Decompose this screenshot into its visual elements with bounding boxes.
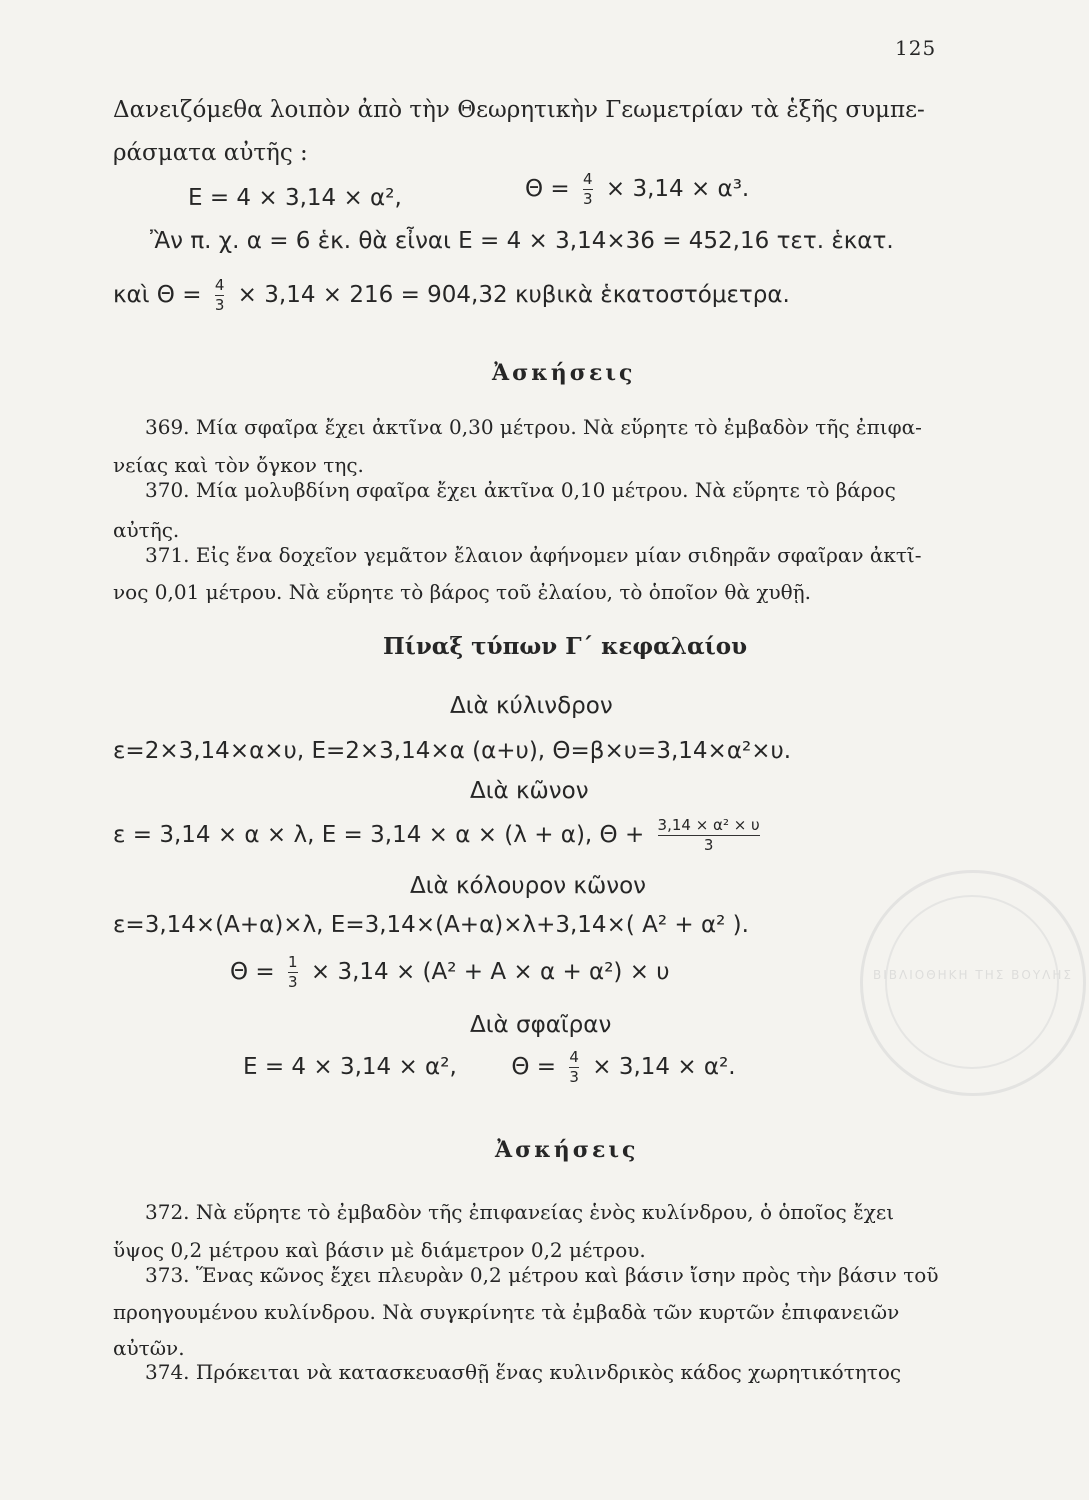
cone-formula-text: ε = 3,14 × α × λ, Ε = 3,14 × α × (λ + α), Θ + bbox=[113, 822, 645, 848]
fraction bbox=[288, 955, 298, 990]
exercise-369-line-2: νείας καὶ τὸν ὄγκον της. bbox=[113, 453, 364, 477]
sphere-volume-formula bbox=[525, 172, 749, 207]
exercise-373-line-2: προηγουμένου κυλίνδρου. Νὰ συγκρίνητε τὰ ἐμβαδὰ τῶν κυρτῶν ἐπιφανειῶν bbox=[113, 1300, 900, 1324]
exercises-heading: Ἀσκήσεις bbox=[495, 1137, 639, 1163]
frustum-heading: Διὰ κόλουρον κῶνον bbox=[410, 873, 647, 899]
exercise-374-line-1: 374. Πρόκειται νὰ κατασκευασθῇ ἕνας κυλινδρικὸς κάδος χωρητικότητος bbox=[145, 1360, 902, 1384]
frustum-formula-2 bbox=[230, 955, 670, 990]
library-stamp bbox=[860, 870, 1086, 1096]
frustum-prefix: Θ = bbox=[230, 959, 275, 985]
example-prefix: καὶ Θ = bbox=[113, 282, 202, 308]
exercise-372-line-1: 372. Νὰ εὕρητε τὸ ἐμβαδὸν τῆς ἐπιφανείας ἑνὸς κυλίνδρου, ὁ ὁποῖος ἔχει bbox=[145, 1200, 895, 1224]
fraction bbox=[215, 278, 225, 313]
sphere-formulas bbox=[243, 1050, 736, 1085]
fraction bbox=[658, 818, 760, 853]
exercise-373-line-1: 373. Ἕνας κῶνος ἔχει πλευρὰν 0,2 μέτρου καὶ βάσιν ἴσην πρὸς τὴν βάσιν τοῦ bbox=[145, 1263, 939, 1287]
example-line-2 bbox=[113, 278, 790, 313]
example-suffix: × 3,14 × 216 = 904,32 κυβικὰ ἑκατοστόμετρα. bbox=[237, 282, 790, 308]
theta-suffix: × 3,14 × α³. bbox=[605, 176, 750, 202]
sphere-heading: Διὰ σφαῖραν bbox=[470, 1012, 612, 1038]
exercise-370-line-2: αὐτῆς. bbox=[113, 518, 180, 542]
cone-heading: Διὰ κῶνον bbox=[470, 778, 589, 804]
fraction-numerator: 4 bbox=[583, 170, 593, 188]
fraction-numerator: 1 bbox=[288, 953, 298, 971]
fraction-numerator: 4 bbox=[214, 276, 225, 294]
intro-line-2: ράσματα αὐτῆς : bbox=[113, 140, 308, 166]
fraction-denominator: 3 bbox=[703, 836, 714, 854]
sphere-theta-suffix: × 3,14 × α². bbox=[592, 1054, 736, 1080]
sphere-area: Ε = 4 × 3,14 × α², bbox=[243, 1054, 457, 1080]
exercise-370-line-1: 370. Μία μολυβδίνη σφαῖρα ἔχει ἀκτῖνα 0,10 μέτρου. Νὰ εὕρητε τὸ βάρος bbox=[145, 478, 896, 502]
cone-formula bbox=[113, 818, 766, 853]
formula-table-title: Πίναξ τύπων Γ´ κεφαλαίου bbox=[383, 633, 748, 660]
exercise-371-line-1: 371. Εἰς ἕνα δοχεῖον γεμᾶτον ἔλαιον ἀφήνομεν μίαν σιδηρᾶν σφαῖραν ἀκτῖ- bbox=[145, 543, 922, 567]
fraction-denominator: 3 bbox=[583, 190, 593, 208]
fraction bbox=[583, 172, 593, 207]
sphere-theta-prefix: Θ = bbox=[511, 1054, 557, 1080]
exercise-373-line-3: αὐτῶν. bbox=[113, 1336, 185, 1360]
stamp-inner-ring bbox=[885, 895, 1059, 1069]
exercise-369-line-1: 369. Μία σφαῖρα ἔχει ἀκτῖνα 0,30 μέτρου. Νὰ εὕρητε τὸ ἐμβαδὸν τῆς ἐπιφα- bbox=[145, 415, 922, 439]
exercise-372-line-2: ὕψος 0,2 μέτρου καὶ βάσιν μὲ διάμετρον 0,2 μέτρου. bbox=[113, 1238, 646, 1262]
exercise-371-line-2: νος 0,01 μέτρου. Νὰ εὕρητε τὸ βάρος τοῦ ἐλαίου, τὸ ὁποῖον θὰ χυθῇ. bbox=[113, 580, 811, 604]
fraction bbox=[569, 1050, 579, 1085]
exercises-heading: Ἀσκήσεις bbox=[492, 360, 636, 386]
frustum-formula-1: ε=3,14×(Α+α)×λ, Ε=3,14×(Α+α)×λ+3,14×( Α² + α² ). bbox=[113, 912, 749, 938]
fraction-denominator: 3 bbox=[214, 296, 225, 314]
example-line-1: Ἂν π. χ. α = 6 ἑκ. θὰ εἶναι Ε = 4 × 3,14×36 = 452,16 τετ. ἑκατ. bbox=[150, 228, 894, 254]
cylinder-formula: ε=2×3,14×α×υ, Ε=2×3,14×α (α+υ), Θ=β×υ=3,14×α²×υ. bbox=[113, 738, 792, 764]
intro-line-1: Δανειζόμεθα λοιπὸν ἀπὸ τὴν Θεωρητικὴν Γεωμετρίαν τὰ ἑξῆς συμπε- bbox=[113, 97, 925, 123]
fraction-denominator: 3 bbox=[288, 973, 298, 991]
stamp-text: ΒΙΒΛΙΟΘΗΚΗ ΤΗΣ ΒΟΥΛΗΣ bbox=[873, 968, 1073, 982]
fraction-numerator: 3,14 × α² × υ bbox=[657, 816, 760, 834]
fraction-numerator: 4 bbox=[569, 1048, 579, 1066]
cylinder-heading: Διὰ κύλινδρον bbox=[450, 693, 613, 719]
page-number: 125 bbox=[895, 36, 937, 60]
fraction-denominator: 3 bbox=[569, 1068, 579, 1086]
frustum-suffix: × 3,14 × (Α² + Α × α + α²) × υ bbox=[310, 959, 670, 985]
theta-prefix: Θ = bbox=[525, 176, 570, 202]
sphere-area-formula: Ε = 4 × 3,14 × α², bbox=[188, 185, 402, 211]
